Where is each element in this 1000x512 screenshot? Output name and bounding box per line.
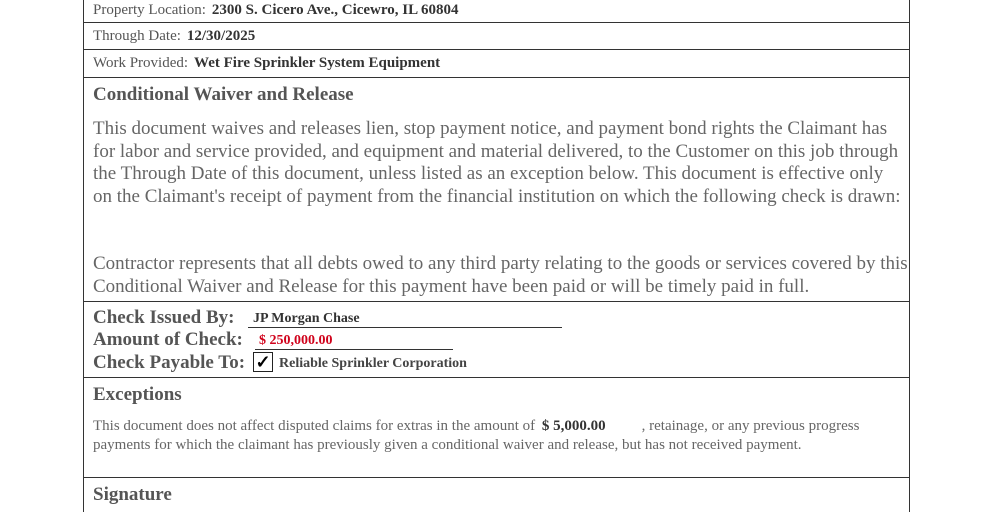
- issued-by-underline: [248, 327, 562, 328]
- check-payable-to-value: Reliable Sprinkler Corporation: [279, 356, 467, 371]
- exceptions-text-before: This document does not affect disputed claims for extras in the amount of: [93, 418, 536, 434]
- signature-heading: Signature: [93, 484, 172, 505]
- divider: [83, 49, 910, 50]
- work-provided-label: Work Provided:: [93, 55, 189, 71]
- property-location-value: 2300 S. Cicero Ave., Cicewro, IL 60804: [211, 2, 459, 18]
- divider: [83, 22, 910, 23]
- exceptions-amount: $ 5,000.00: [541, 418, 606, 434]
- divider: [83, 77, 910, 78]
- contractor-statement: Contractor represents that all debts owed to any third party relating to the goods or services covered by this Conditional Waiver and Release for this payment have been paid or will be timely paid in full.: [93, 253, 908, 297]
- work-provided-value: Wet Fire Sprinkler System Equipment: [194, 55, 441, 71]
- amount-underline: [255, 349, 453, 350]
- exceptions-text-after: , retainage, or any previous progress payments for which the claimant has previously given a conditional waiver and release, but has not received payment.: [93, 418, 860, 453]
- property-location-row: [93, 2, 459, 19]
- divider: [83, 477, 910, 478]
- divider: [83, 301, 910, 302]
- check-issued-by-label: Check Issued By:: [93, 307, 235, 328]
- waiver-heading: Conditional Waiver and Release: [93, 84, 354, 105]
- exceptions-heading: Exceptions: [93, 384, 182, 405]
- through-date-label: Through Date:: [93, 28, 181, 44]
- check-payable-to-label: Check Payable To:: [93, 352, 246, 373]
- exceptions-text: [93, 417, 893, 455]
- through-date-row: [93, 28, 255, 45]
- amount-of-check-label: Amount of Check:: [93, 329, 243, 350]
- work-provided-row: [93, 55, 440, 72]
- divider: [83, 377, 910, 378]
- through-date-value: 12/30/2025: [186, 28, 256, 44]
- payable-checkbox[interactable]: ✓: [253, 352, 273, 372]
- property-location-label: Property Location:: [93, 2, 206, 18]
- check-issued-by-value: JP Morgan Chase: [253, 311, 360, 326]
- amount-of-check-value: $ 250,000.00: [259, 333, 333, 348]
- waiver-body: This document waives and releases lien, stop payment notice, and payment bond rights the Claimant has for labor and service provided, and equipment and material delivered, to the Customer on this job through the Through Date of this document, unless listed as an exception below. This document is effective only on the Claimant's receipt of payment from the financial institution on which the following check is drawn:: [93, 118, 901, 207]
